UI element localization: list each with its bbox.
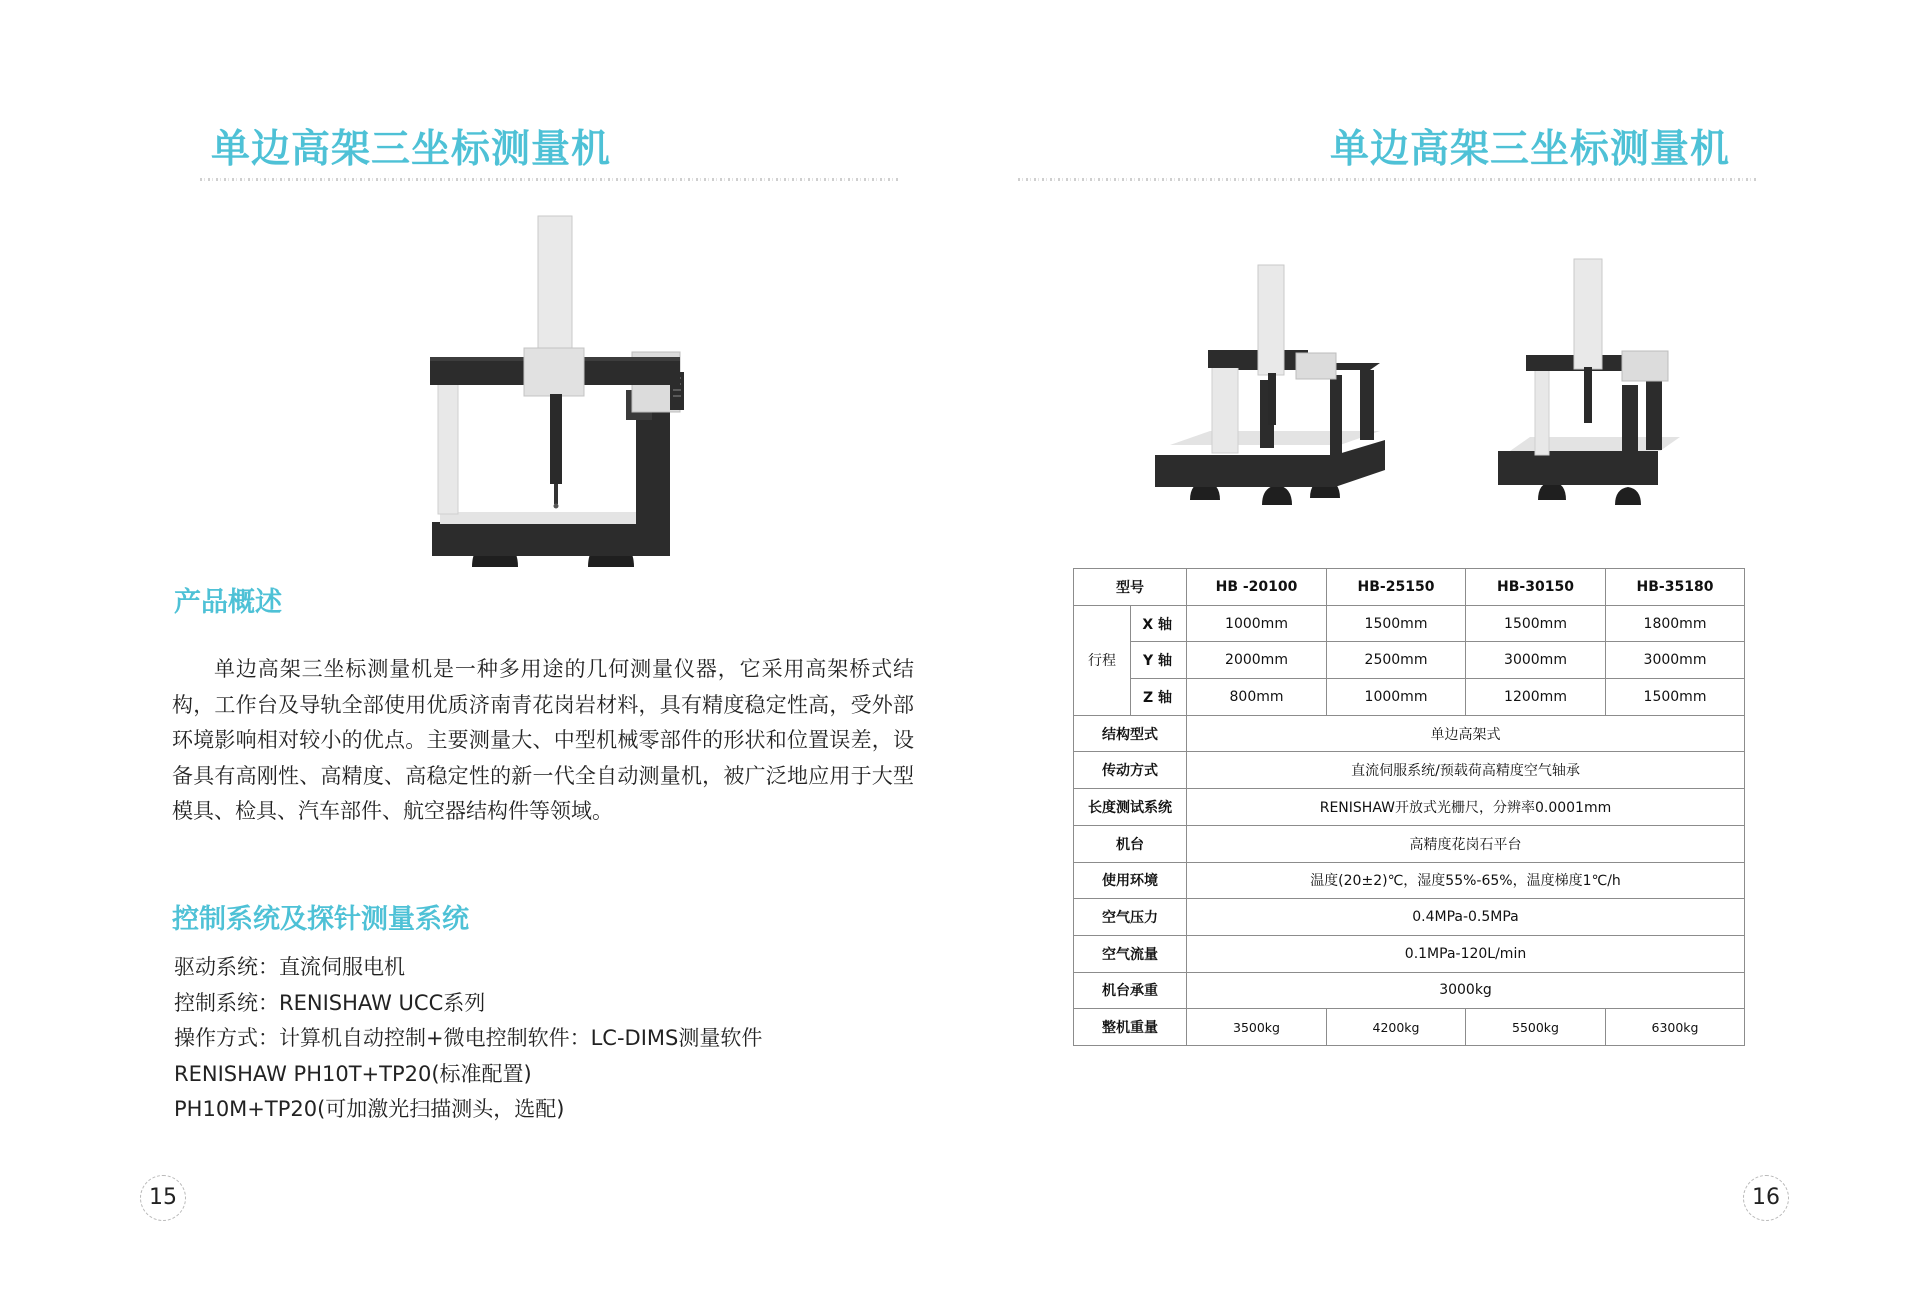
table-cell: 1500mm	[1327, 605, 1466, 642]
table-row	[1074, 789, 1745, 826]
table-cell: 1800mm	[1606, 605, 1745, 642]
table-cell: 5500kg	[1466, 1009, 1606, 1046]
left-page	[0, 0, 959, 1311]
table-row	[1074, 605, 1745, 642]
row-label: 机台承重	[1074, 972, 1187, 1009]
spec-line: 控制系统：RENISHAW UCC系列	[174, 990, 486, 1015]
title-divider	[200, 176, 900, 182]
table-row	[1074, 1009, 1745, 1046]
table-cell: 高精度花岗石平台	[1187, 825, 1745, 862]
row-label: 使用环境	[1074, 862, 1187, 899]
table-cell: 2000mm	[1187, 642, 1327, 679]
table-cell: 800mm	[1187, 679, 1327, 716]
table-cell: 1000mm	[1327, 679, 1466, 716]
table-cell: 3500kg	[1187, 1009, 1327, 1046]
table-row	[1074, 825, 1745, 862]
table-row	[1074, 752, 1745, 789]
cmm-machine-image	[420, 212, 710, 592]
table-cell: 2500mm	[1327, 642, 1466, 679]
page-title: 单边高架三坐标测量机	[211, 127, 612, 172]
table-cell: 3000kg	[1187, 972, 1745, 1009]
spec-line: 操作方式：计算机自动控制+微电控制软件：LC-DIMS测量软件	[174, 1026, 763, 1050]
table-cell: 3000mm	[1466, 642, 1606, 679]
cmm-machine-image	[1490, 255, 1690, 515]
row-label: 空气流量	[1074, 935, 1187, 972]
table-cell: 温度(20±2)℃，湿度55%-65%，温度梯度1℃/h	[1187, 862, 1745, 899]
page-number: 15	[140, 1175, 186, 1221]
table-row	[1074, 935, 1745, 972]
table-cell: 4200kg	[1327, 1009, 1466, 1046]
table-cell: 直流伺服系统/预载荷高精度空气轴承	[1187, 752, 1745, 789]
axis-label: X 轴	[1131, 605, 1187, 642]
model-cell: HB-25150	[1327, 569, 1466, 606]
model-cell: HB-30150	[1466, 569, 1606, 606]
spec-line: RENISHAW PH10T+TP20(标准配置)	[174, 1061, 532, 1086]
table-row	[1074, 679, 1745, 716]
model-cell: HB -20100	[1187, 569, 1327, 606]
row-label: 机台	[1074, 825, 1187, 862]
model-cell: HB-35180	[1606, 569, 1745, 606]
specification-table	[1073, 568, 1745, 1046]
weight-label: 整机重量	[1074, 1009, 1187, 1046]
page-number: 16	[1743, 1175, 1789, 1221]
travel-label: 行程	[1074, 605, 1131, 715]
table-cell: 3000mm	[1606, 642, 1745, 679]
table-row	[1074, 569, 1745, 606]
table-row	[1074, 862, 1745, 899]
row-label: 传动方式	[1074, 752, 1187, 789]
spec-line: 驱动系统：直流伺服电机	[174, 955, 405, 979]
table-cell: 6300kg	[1606, 1009, 1745, 1046]
control-spec-list	[174, 950, 762, 1128]
row-label: 空气压力	[1074, 899, 1187, 936]
title-divider	[1018, 176, 1758, 182]
axis-label: Y 轴	[1131, 642, 1187, 679]
overview-heading: 产品概述	[174, 587, 282, 618]
table-cell: 1500mm	[1606, 679, 1745, 716]
table-row	[1074, 972, 1745, 1009]
table-row	[1074, 642, 1745, 679]
row-label: 长度测试系统	[1074, 789, 1187, 826]
table-cell: 单边高架式	[1187, 715, 1745, 752]
table-cell: 1500mm	[1466, 605, 1606, 642]
axis-label: Z 轴	[1131, 679, 1187, 716]
table-cell: 1200mm	[1466, 679, 1606, 716]
table-cell: 1000mm	[1187, 605, 1327, 642]
table-row	[1074, 715, 1745, 752]
page-title: 单边高架三坐标测量机	[1330, 127, 1731, 172]
spec-line: PH10M+TP20(可加激光扫描测头，选配)	[174, 1097, 565, 1121]
model-label: 型号	[1074, 569, 1187, 606]
table-cell: 0.1MPa-120L/min	[1187, 935, 1745, 972]
cmm-machine-image	[1150, 255, 1390, 515]
table-row	[1074, 899, 1745, 936]
control-system-heading: 控制系统及探针测量系统	[172, 904, 469, 935]
table-cell: RENISHAW开放式光栅尺，分辨率0.0001mm	[1187, 789, 1745, 826]
table-cell: 0.4MPa-0.5MPa	[1187, 899, 1745, 936]
row-label: 结构型式	[1074, 715, 1187, 752]
overview-paragraph: 单边高架三坐标测量机是一种多用途的几何测量仪器，它采用高架桥式结构，工作台及导轨全部使用优质济南青花岗岩材料，具有精度稳定性高，受外部环境影响相对较小的优点。主要测量大、中型机械零部件的形状和位置误差，设备具有高刚性、高精度、高稳定性的新一代全自动测量机，被广泛地应用于大型模具、检具、汽车部件、航空器结构件等领域。	[172, 657, 914, 823]
